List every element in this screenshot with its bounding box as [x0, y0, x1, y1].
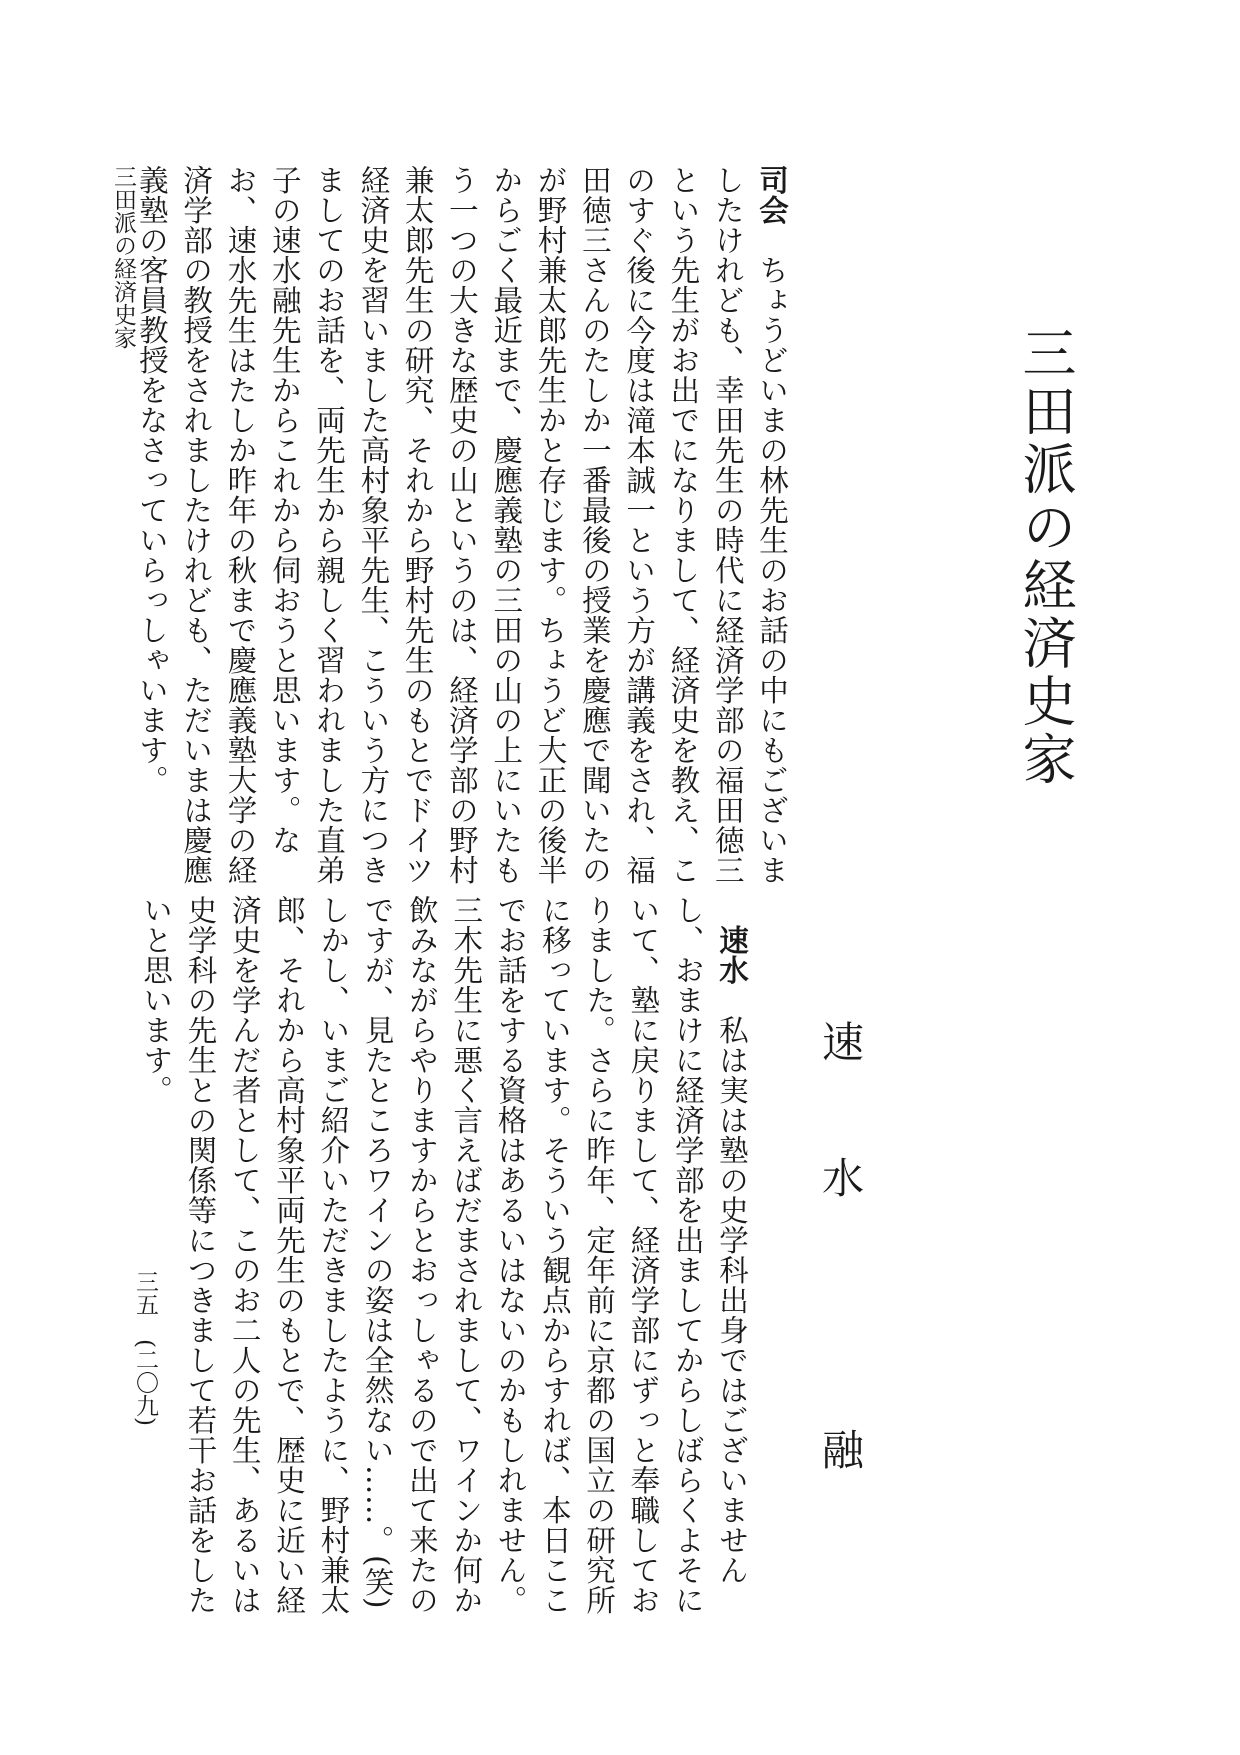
running-header: 三田派の経済史家 — [110, 165, 136, 349]
author-name: 速水 融 — [816, 1020, 865, 1470]
paragraph-text: ちょうどいまの林先生のお話の中にもございましたけれども、幸田先生の時代に経済学部の福田徳三という先生がお出でになりまして、経済史を教え、このすぐ後に今度は滝本誠一という方が講義をされ、福田徳三さんのたしか一番最後の授業を慶應で聞いたのが野村兼太郎先生かと存じます。ちょうど大正の後半からごく最近まで、慶應義塾の三田の山の上にいたもう一つの大きな歴史の山というのは、経済学部の野村兼太郎先生の研究、それから野村先生のもとでドイツ経済史を習いました高村象平先生、こういう方につきましてのお話を、両先生から親しく習われました直弟子の速水融先生からこれから伺おうと思います。なお、速水先生はたしか昨年の秋まで慶應義塾大学の経済学部の教授をされましたけれども、ただいまは慶應義塾の客員教授をなさっていらっしゃいます。 — [134, 165, 789, 885]
speaker-label: 司会 — [755, 165, 790, 225]
page-title: 三田派の経済史家 — [1014, 325, 1077, 789]
paragraph — [130, 165, 794, 885]
paragraph — [134, 895, 754, 1615]
page-number: 三五 (二〇九) — [132, 1270, 158, 1426]
chair-remarks — [134, 165, 794, 885]
speaker-label: 速水 — [715, 925, 750, 985]
paragraph-text: 私は実は塾の史学科出身ではございませんし、おまけに経済学部を出ましてからしばらくよそにいて、塾に戻りまして、経済学部にずっと奉職しておりました。さらに昨年、定年前に京都の国立の研究所に移っています。そういう観点からすれば、本日ここでお話をする資格はあるいはないのかもしれません。三木先生に悪く言えばだまされまして、ワインか何か飲みながらやりますからとおっしゃるので出て来たのですが、見たところワインの姿は全然ない……。(笑)しかし、いまご紹介いただきましたように、野村兼太郎、それから高村象平両先生のもとで、歴史に近い経済史を学んだ者として、このお二人の先生、あるいは史学科の先生との関係等につきまして若干お話をしたいと思います。 — [139, 895, 749, 1615]
